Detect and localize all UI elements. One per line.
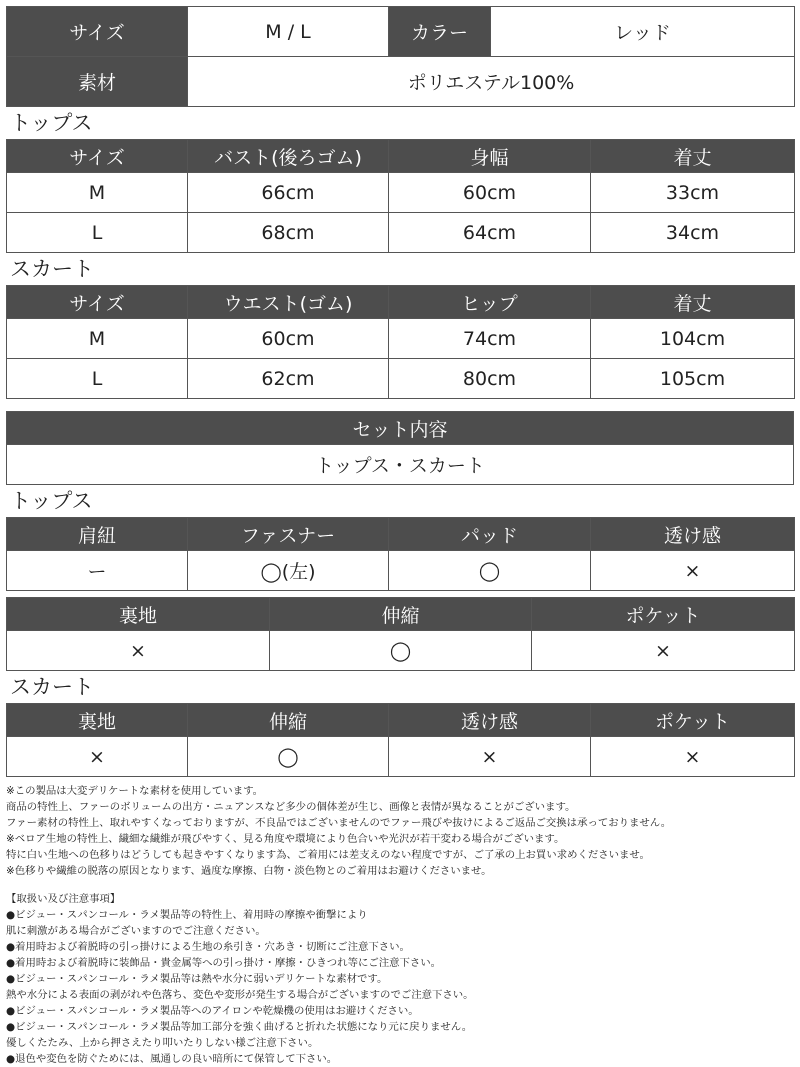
size-value: M / L bbox=[188, 7, 389, 57]
set-contents-table bbox=[6, 411, 794, 485]
table-cell: × bbox=[389, 737, 591, 777]
table-row bbox=[7, 57, 795, 107]
table-cell: 33cm bbox=[591, 173, 795, 213]
table-cell: 80cm bbox=[389, 359, 591, 399]
product-notes bbox=[6, 783, 794, 879]
basic-info-table bbox=[6, 6, 795, 107]
table-cell: L bbox=[7, 359, 188, 399]
note-line: ※ベロア生地の特性上、繊細な繊維が飛びやすく、見る角度や環境により色合いや光沢が若干変わる場合がございます。 bbox=[6, 833, 565, 845]
care-line: ●ビジュー・スパンコール・ラメ製品等の特性上、着用時の摩擦や衝撃により bbox=[6, 909, 368, 921]
care-line: 熱や水分による表面の剥がれや色落ち、変色や変形が発生する場合がございますのでご注意下さい。 bbox=[6, 989, 474, 1001]
tops-size-section-title: トップス bbox=[10, 111, 93, 135]
care-line: ●ビジュー・スパンコール・ラメ製品等へのアイロンや乾燥機の使用はお避けください。 bbox=[6, 1005, 419, 1017]
column-header: 透け感 bbox=[591, 518, 795, 551]
table-header-row bbox=[7, 518, 795, 551]
table-cell: 62cm bbox=[188, 359, 389, 399]
table-cell: M bbox=[7, 319, 188, 359]
table-row bbox=[7, 551, 795, 591]
care-line: ●退色や変色を防ぐためには、風通しの良い暗所にて保管して下さい。 bbox=[6, 1053, 338, 1065]
skirt-size-section-title: スカート bbox=[10, 257, 94, 281]
skirt-size-table bbox=[6, 285, 795, 399]
skirt-detail-section-title: スカート bbox=[10, 675, 94, 699]
table-row bbox=[7, 631, 795, 671]
care-line: 肌に刺激がある場合がございますのでご注意ください。 bbox=[6, 925, 266, 937]
table-cell: ◯ bbox=[389, 551, 591, 591]
table-row bbox=[7, 7, 795, 57]
column-header: ポケット bbox=[532, 598, 795, 631]
table-row bbox=[7, 173, 795, 213]
column-header: 裏地 bbox=[7, 704, 188, 737]
note-line: 商品の特性上、ファーのボリュームの出方・ニュアンスなど多少の個体差が生じ、画像と表情が異なることがございます。 bbox=[6, 801, 576, 813]
column-header: 身幅 bbox=[389, 140, 591, 173]
table-cell: × bbox=[532, 631, 795, 671]
table-header-row bbox=[7, 140, 795, 173]
column-header: 透け感 bbox=[389, 704, 591, 737]
column-header: ポケット bbox=[591, 704, 795, 737]
spacer bbox=[6, 399, 794, 411]
table-cell: 104cm bbox=[591, 319, 795, 359]
care-line: ●着用時および着脱時の引っ掛けによる生地の糸引き・穴あき・切断にご注意下さい。 bbox=[6, 941, 410, 953]
column-header: ファスナー bbox=[188, 518, 389, 551]
column-header: 伸縮 bbox=[188, 704, 389, 737]
table-cell: 68cm bbox=[188, 213, 389, 253]
set-contents-value: トップス・スカート bbox=[7, 445, 794, 485]
table-header-row bbox=[7, 412, 794, 445]
column-header: 着丈 bbox=[591, 286, 795, 319]
care-line: 優しくたたみ、上から押さえたり叩いたりしない様ご注意下さい。 bbox=[6, 1037, 319, 1049]
note-line: ※この製品は大変デリケートな素材を使用しています。 bbox=[6, 785, 264, 797]
table-header-row bbox=[7, 286, 795, 319]
note-line: 特に白い生地への色移りはどうしても起きやすくなります為、ご着用には差支えのない程度ですが、ご了承の上お買い求めくださいませ。 bbox=[6, 849, 650, 861]
table-row bbox=[7, 445, 794, 485]
table-cell: 105cm bbox=[591, 359, 795, 399]
table-row bbox=[7, 319, 795, 359]
size-label: サイズ bbox=[7, 7, 188, 57]
table-row bbox=[7, 213, 795, 253]
column-header: バスト(後ろゴム) bbox=[188, 140, 389, 173]
color-label: カラー bbox=[389, 7, 491, 57]
table-row bbox=[7, 359, 795, 399]
tops-detail-table bbox=[6, 517, 795, 591]
table-cell: ◯ bbox=[270, 631, 532, 671]
column-header: 肩紐 bbox=[7, 518, 188, 551]
table-cell: 64cm bbox=[389, 213, 591, 253]
table-cell: 34cm bbox=[591, 213, 795, 253]
table-cell: × bbox=[591, 737, 795, 777]
care-line: ●着用時および着脱時に装飾品・貴金属等への引っ掛け・摩擦・ひきつれ等にご注意下さい。 bbox=[6, 957, 442, 969]
table-row bbox=[7, 737, 795, 777]
note-line: ※色移りや繊維の脱落の原因となります、過度な摩擦、白物・淡色物とのご着用はお避けくださいませ。 bbox=[6, 865, 492, 877]
table-header-row bbox=[7, 704, 795, 737]
material-label: 素材 bbox=[7, 57, 188, 107]
table-header-row bbox=[7, 598, 795, 631]
material-value: ポリエステル100% bbox=[188, 57, 795, 107]
care-line: ●ビジュー・スパンコール・ラメ製品等加工部分を強く曲げると折れた状態になり元に戻りません。 bbox=[6, 1021, 473, 1033]
table-cell: ー bbox=[7, 551, 188, 591]
column-header: サイズ bbox=[7, 286, 188, 319]
table-cell: ◯(左) bbox=[188, 551, 389, 591]
tops-size-table bbox=[6, 139, 795, 253]
table-cell: × bbox=[7, 631, 270, 671]
table-cell: ◯ bbox=[188, 737, 389, 777]
column-header: 裏地 bbox=[7, 598, 270, 631]
column-header: ヒップ bbox=[389, 286, 591, 319]
table-cell: × bbox=[7, 737, 188, 777]
tops-detail-section-title: トップス bbox=[10, 489, 93, 513]
table-cell: M bbox=[7, 173, 188, 213]
table-cell: L bbox=[7, 213, 188, 253]
color-value: レッド bbox=[491, 7, 795, 57]
table-cell: 66cm bbox=[188, 173, 389, 213]
column-header: パッド bbox=[389, 518, 591, 551]
care-line: ●ビジュー・スパンコール・ラメ製品等は熱や水分に弱いデリケートな素材です。 bbox=[6, 973, 388, 985]
product-spec-page bbox=[6, 6, 794, 1067]
skirt-detail-table bbox=[6, 703, 795, 777]
column-header: サイズ bbox=[7, 140, 188, 173]
table-cell: × bbox=[591, 551, 795, 591]
set-contents-header: セット内容 bbox=[7, 412, 794, 445]
column-header: 伸縮 bbox=[270, 598, 532, 631]
tops-detail-table-2 bbox=[6, 597, 795, 671]
table-cell: 60cm bbox=[188, 319, 389, 359]
care-title: 【取扱い及び注意事項】 bbox=[6, 893, 121, 905]
table-cell: 60cm bbox=[389, 173, 591, 213]
column-header: 着丈 bbox=[591, 140, 795, 173]
note-line: ファー素材の特性上、取れやすくなっておりますが、不良品ではございませんのでファー飛びや抜けによるご返品ご交換は承っておりません。 bbox=[6, 817, 672, 829]
care-instructions bbox=[6, 891, 794, 1067]
column-header: ウエスト(ゴム) bbox=[188, 286, 389, 319]
table-cell: 74cm bbox=[389, 319, 591, 359]
